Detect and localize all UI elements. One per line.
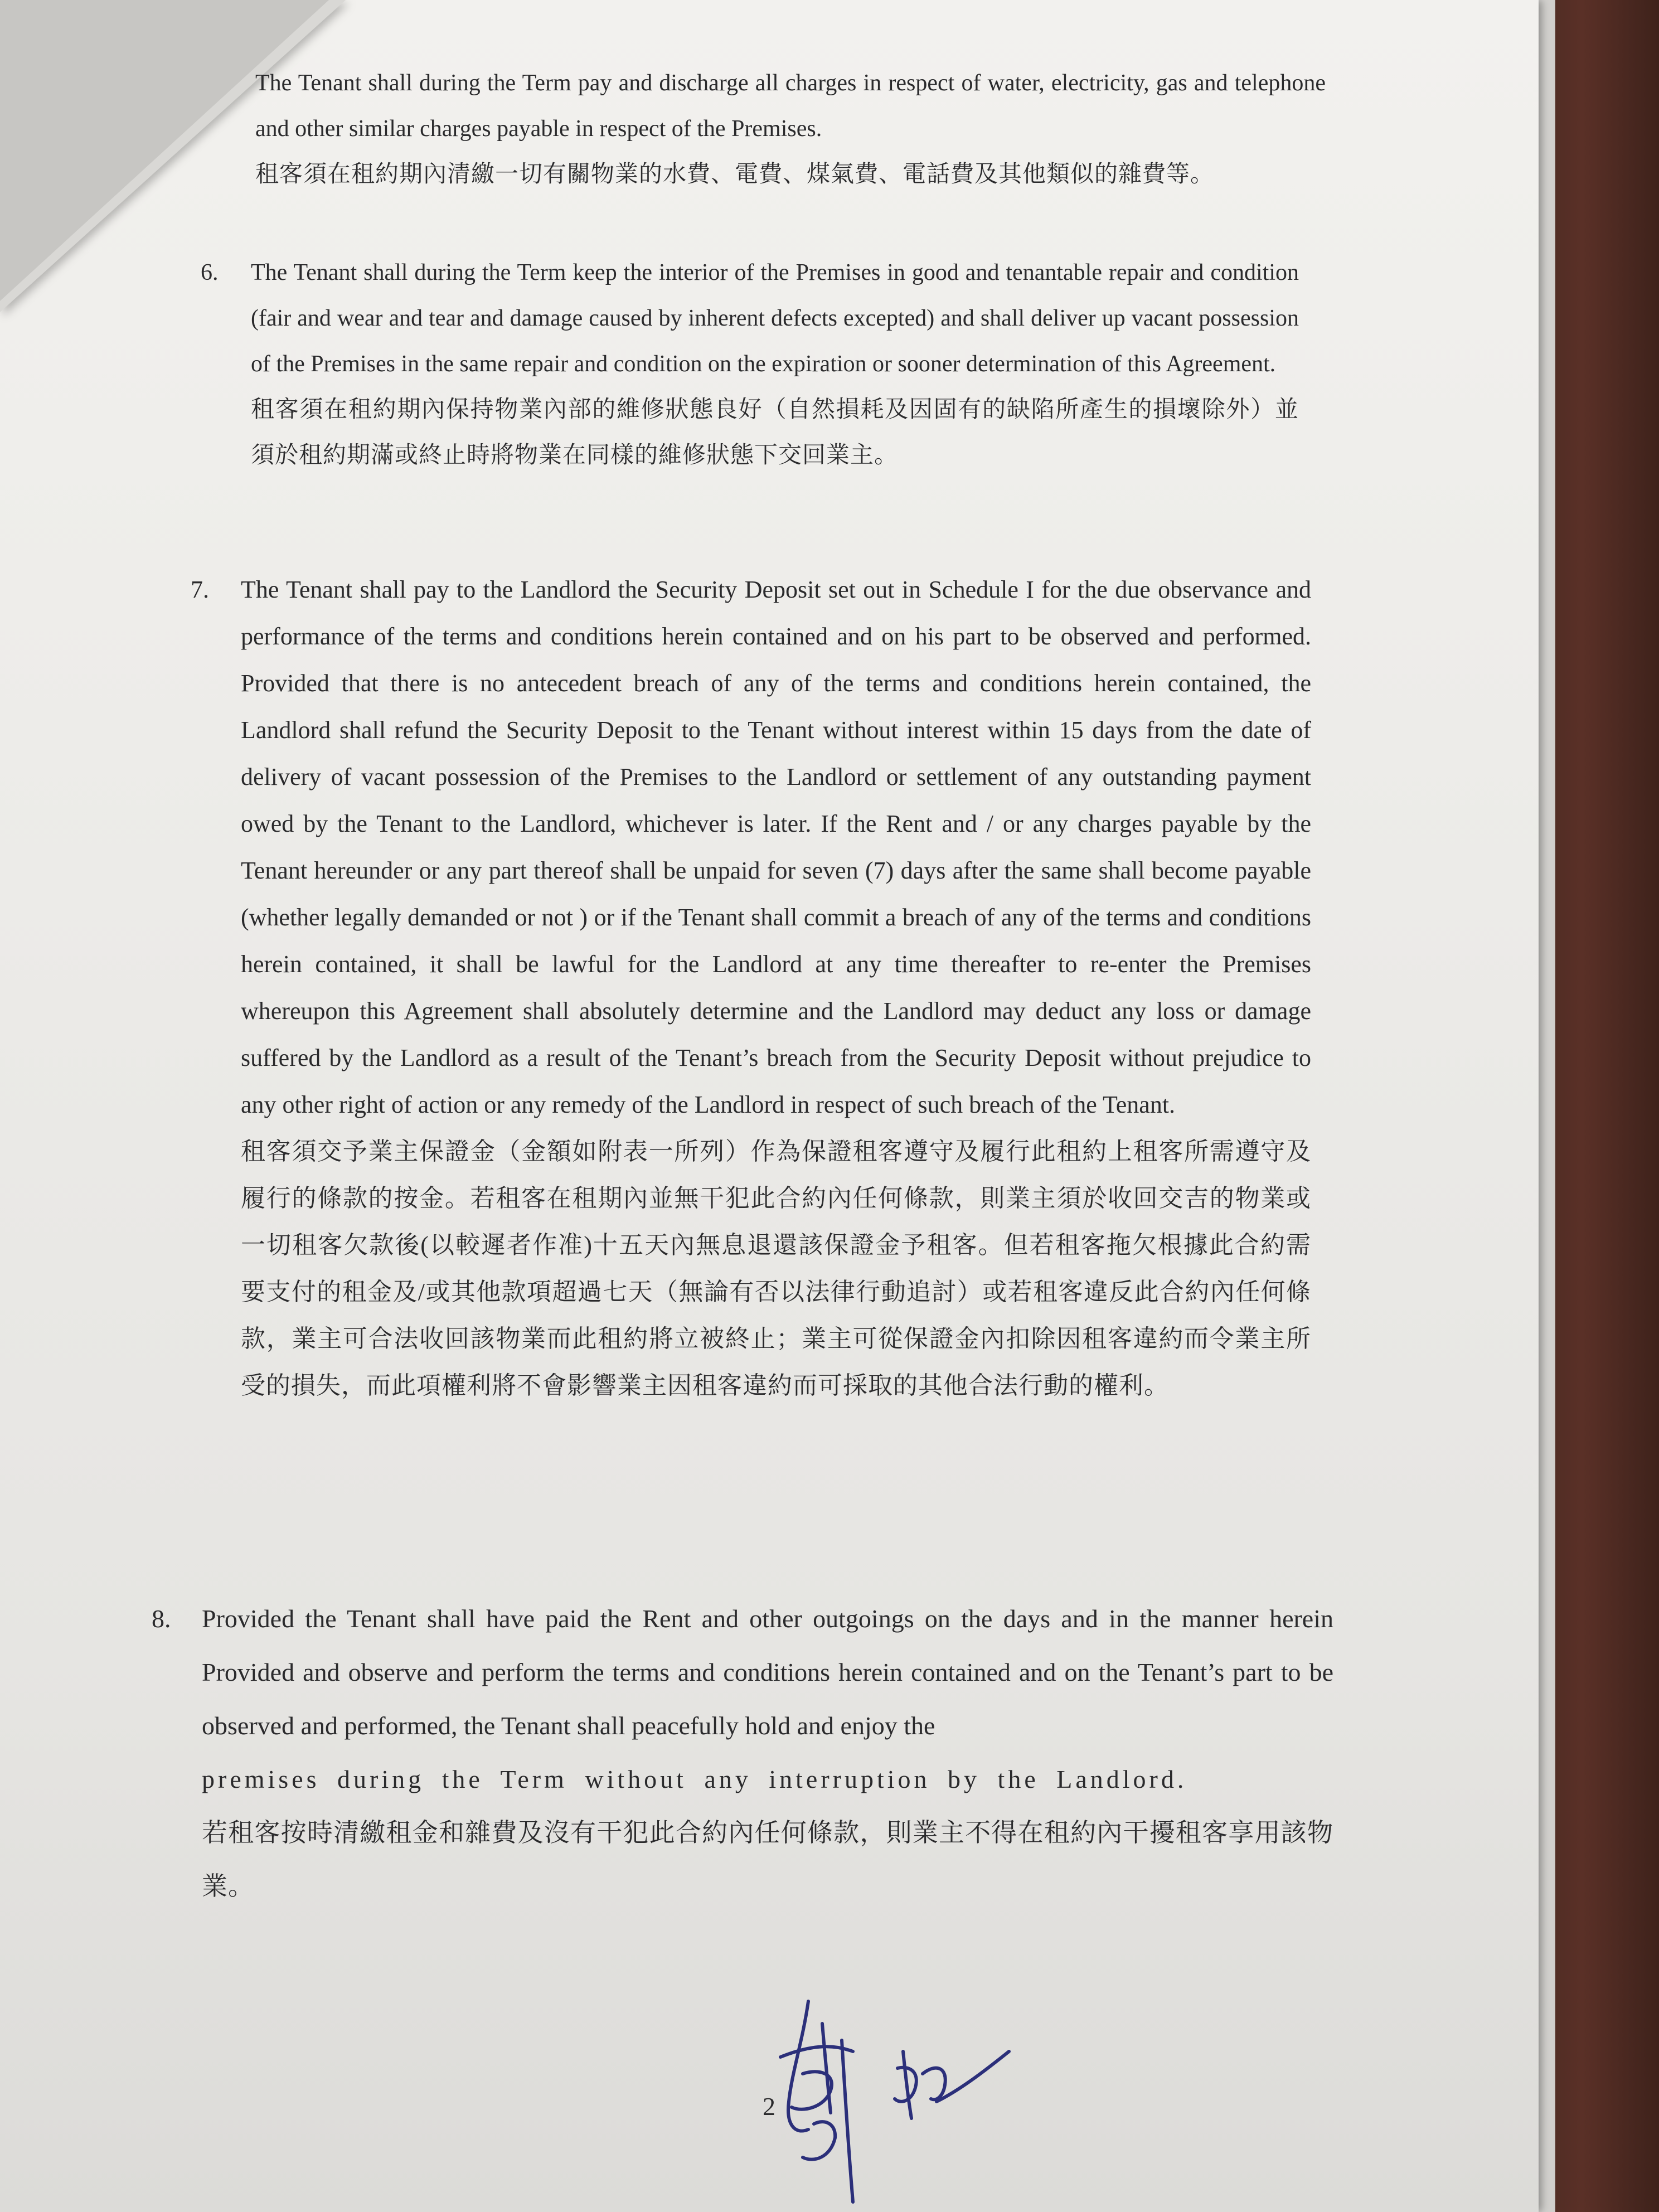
page-number: 2 [763, 2092, 775, 2121]
clause-6 [201, 250, 1299, 478]
clause-english-text-spaced: premises during the Term without any interruption by the Landlord. [202, 1765, 1187, 1793]
clause-7 [191, 566, 1311, 1409]
handwritten-signature [769, 1990, 1026, 2212]
clause-chinese-text: 租客須在租約期內保持物業內部的維修狀態良好（自然損耗及因固有的缺陷所產生的損壞除外）並須於租約期滿或終止時將物業在同樣的維修狀態下交回業主。 [251, 397, 1299, 468]
clause-8 [152, 1592, 1333, 1913]
clause-number: 7. [191, 576, 209, 603]
clause-5 [255, 60, 1326, 197]
clause-chinese-text: 租客須在租約期內清繳一切有關物業的水費、電費、煤氣費、電話費及其他類似的雜費等。 [255, 162, 1215, 187]
clause-english-text: The Tenant shall during the Term keep the interior of the Premises in good and tenantable repair and condition (fair and wear and tear and damage caused by inherent defects excepted) and shall deliver up vacant possession of the Premises in the same repair and condition on the expiration or sooner determination of this Agreement. [251, 260, 1299, 377]
clause-chinese-text: 若租客按時清繳租金和雜費及沒有干犯此合約內任何條款，則業主不得在租約內干擾租客享用該物業。 [202, 1818, 1333, 1900]
clause-english-text: The Tenant shall pay to the Landlord the Security Deposit set out in Schedule I for the due observance and performance of the terms and conditions herein contained and on his part to be observed and performed. Provided that there is no antecedent breach of any of the terms and conditions herein contained, the Landlord shall refund the Security Deposit to the Tenant without interest within 15 days from the date of delivery of vacant possession of the Premises to the Landlord or settlement of any outstanding payment owed by the Tenant to the Landlord, whichever is later. If the Rent and / or any charges payable by the Tenant hereunder or any part thereof shall be unpaid for seven (7) days after the same shall become payable (whether legally demanded or not ) or if the Tenant shall commit a breach of any of the terms and conditions herein contained, it shall be lawful for the Landlord at any time thereafter to re-enter the Premises whereupon this Agreement shall absolutely determine and the Landlord may deduct any loss or damage suffered by the Landlord as a result of the Tenant’s breach from the Security Deposit without prejudice to any other right of action or any remedy of the Landlord in respect of such breach of the Tenant. [241, 576, 1311, 1118]
clause-chinese-text: 租客須交予業主保證金（金額如附表一所列）作為保證租客遵守及履行此租約上租客所需遵守及履行的條款的按金。若租客在租期內並無干犯此合約內任何條款，則業主須於收回交吉的物業或一切租客欠款後(以較遲者作准)十五天內無息退還該保證金予租客。但若租客拖欠根據此合約需要支付的租金及/或其他款項超過七天（無論有否以法律行動追討）或若租客違反此合約內任何條款，業主可合法收回該物業而此租約將立被終止；業主可從保證金內扣除因租客違約而令業主所受的損失，而此項權利將不會影響業主因租客違約而可採取的其他合法行動的權利。 [241, 1138, 1311, 1399]
clause-number: 8. [152, 1604, 171, 1633]
clause-english-text: The Tenant shall during the Term pay and discharge all charges in respect of water, electricity, gas and telephone and other similar charges payable in respect of the Premises. [255, 70, 1326, 142]
clause-english-text: Provided the Tenant shall have paid the Rent and other outgoings on the days and in the manner herein Provided and observe and perform the terms and conditions herein contained and on the Tenant’s part to be observed and performed, the Tenant shall peacefully hold and enjoy the [202, 1604, 1333, 1740]
clause-number: 6. [201, 260, 219, 285]
